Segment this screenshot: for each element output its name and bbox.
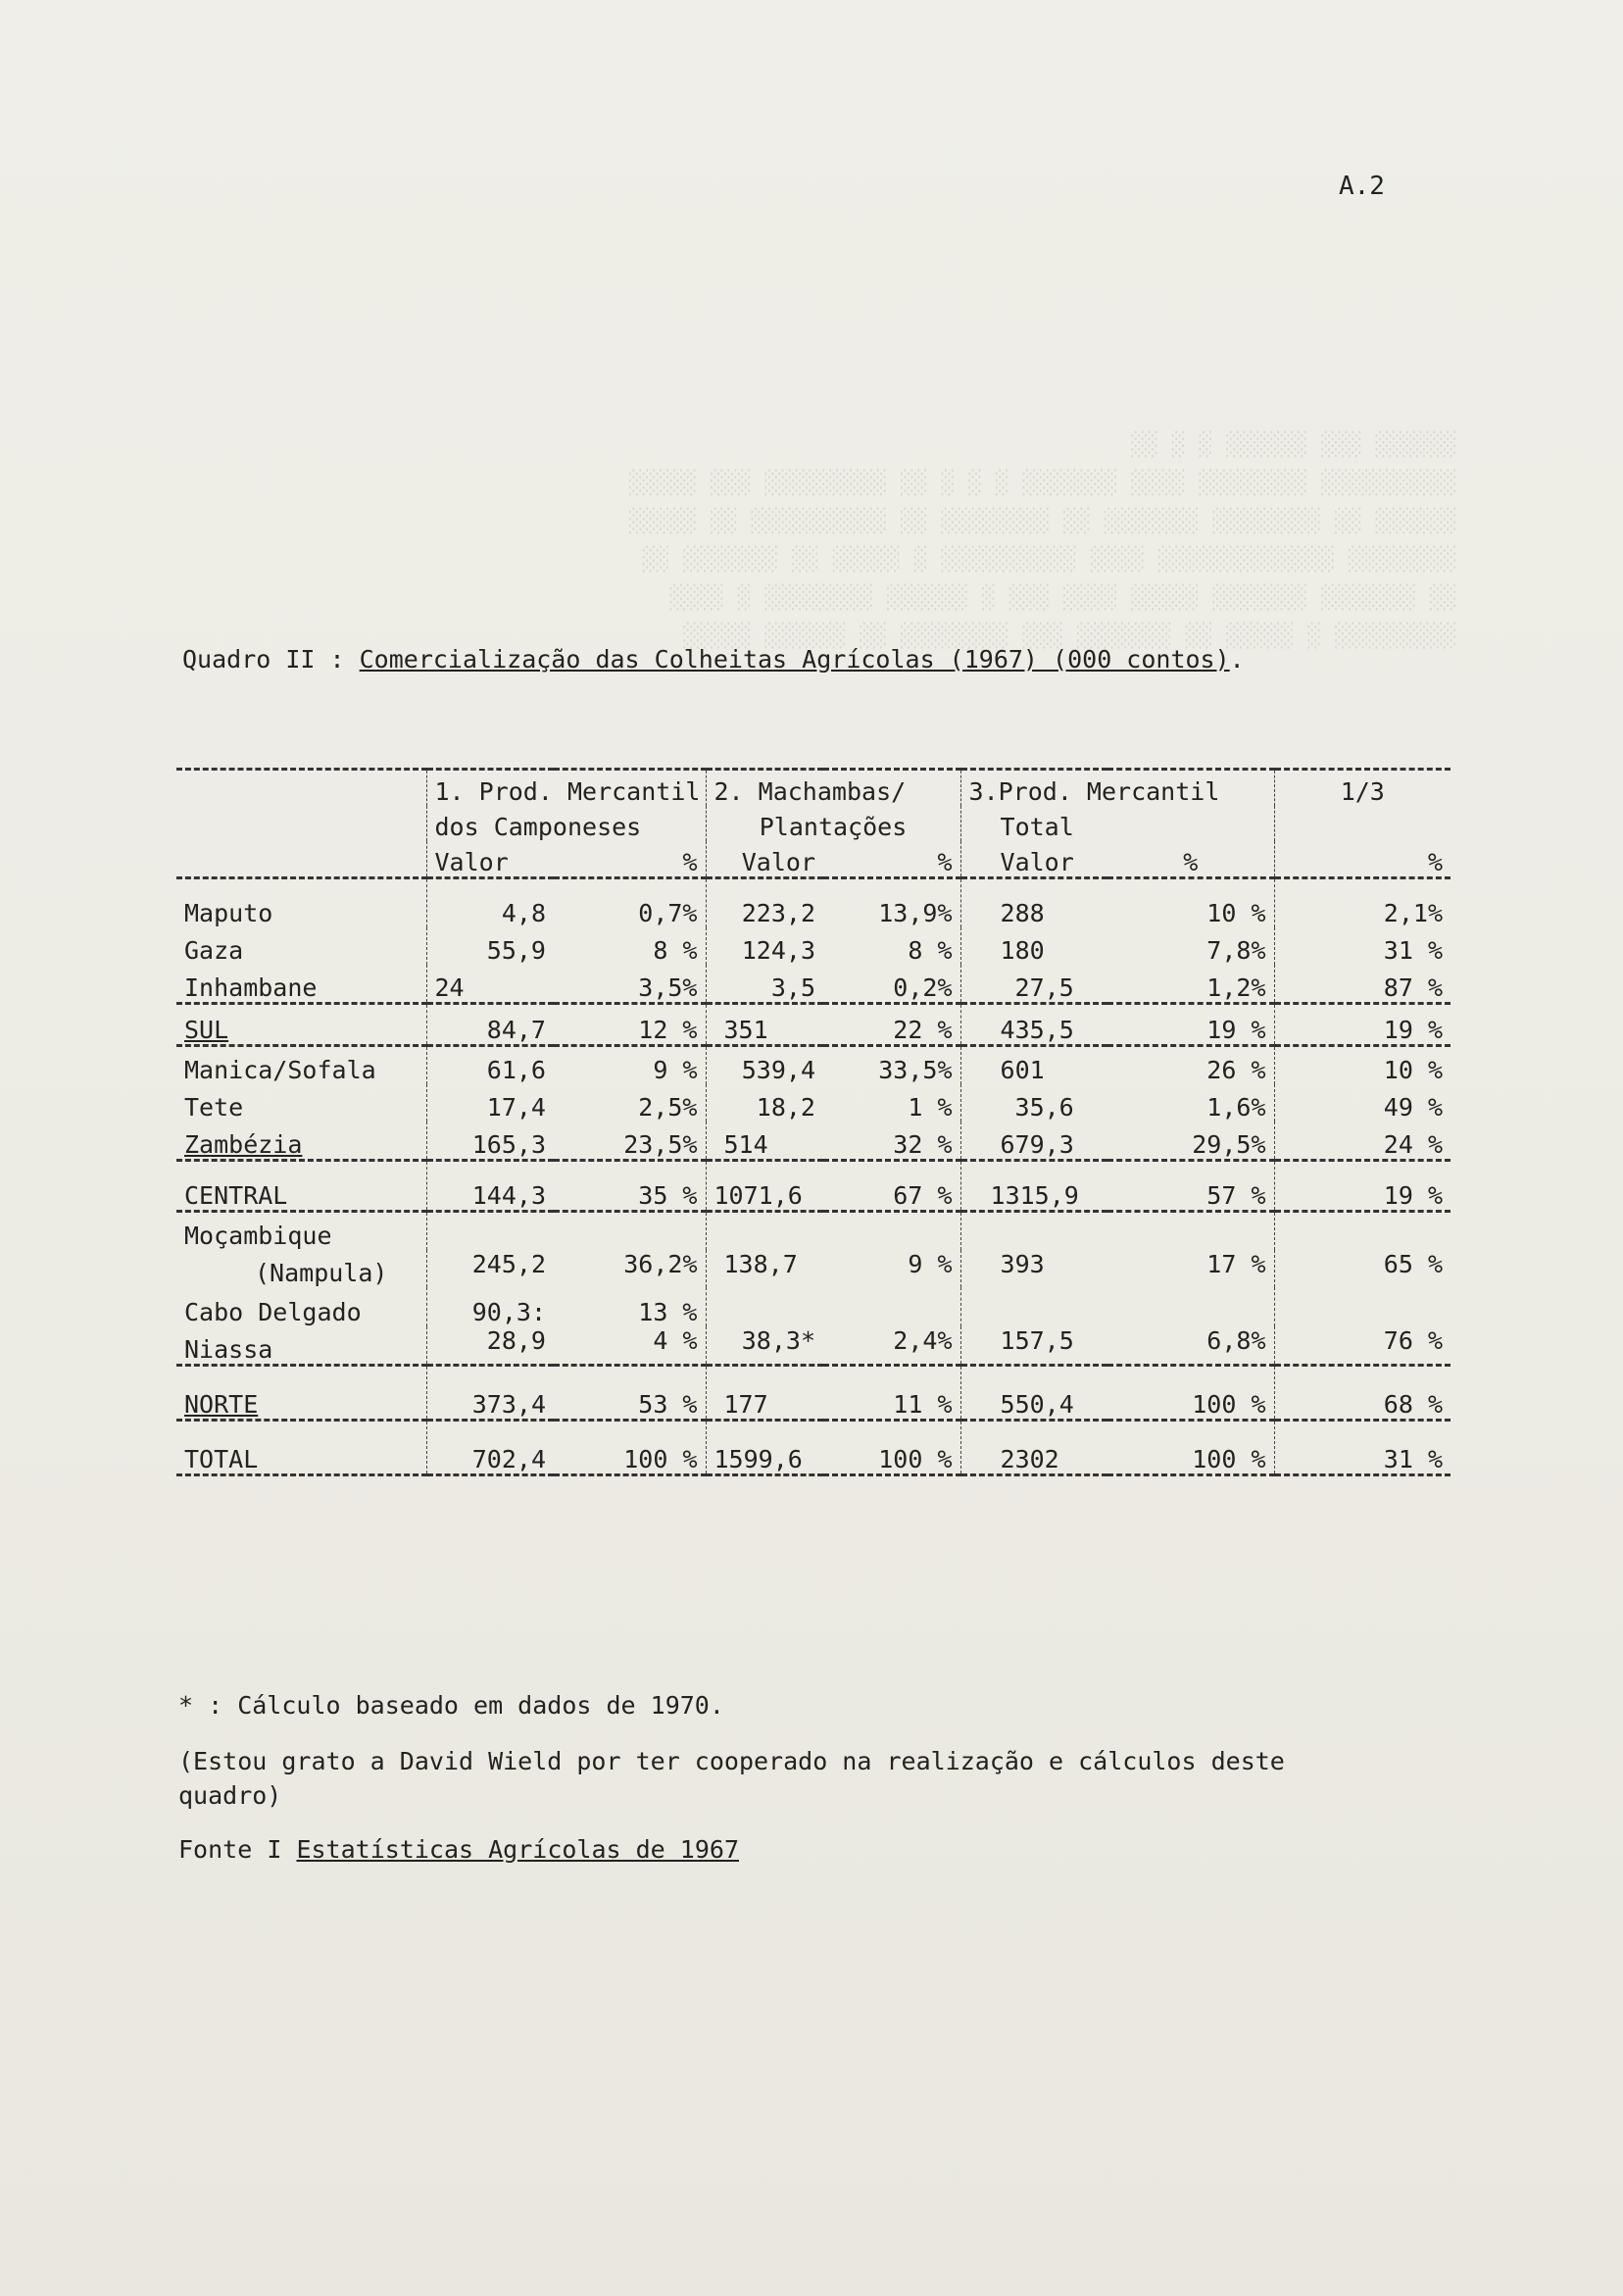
row-name: Niassa bbox=[184, 1335, 273, 1364]
row-value: 18,2 bbox=[706, 1084, 823, 1122]
row-pct: 32 % bbox=[893, 1129, 953, 1159]
region-name: CENTRAL bbox=[176, 1160, 426, 1211]
row-pct: 9 % bbox=[554, 1045, 706, 1084]
row-value: 351 bbox=[706, 1003, 823, 1045]
table-title-prefix: Quadro II : bbox=[182, 645, 360, 674]
table-row bbox=[176, 878, 1451, 927]
row-pct: 1 % bbox=[908, 1092, 953, 1122]
table-row bbox=[176, 1045, 1451, 1084]
footnote: * : Cálculo baseado em dados de 1970. bbox=[178, 1691, 724, 1720]
credit-line-1: (Estou grato a David Wield por ter cooperado na realização e cálculos deste bbox=[178, 1747, 1285, 1775]
table-row bbox=[176, 1122, 1451, 1161]
row-pct: 17 % bbox=[1206, 1250, 1266, 1278]
table-title-text: Comercialização das Colheitas Agrícolas (1967) (000 contos) bbox=[359, 645, 1230, 674]
total-name: TOTAL bbox=[176, 1421, 426, 1475]
table-row-total bbox=[176, 1421, 1451, 1475]
row-pct: 13 % bbox=[638, 1298, 698, 1326]
region-name: SUL bbox=[176, 1003, 426, 1045]
row-value: 177 bbox=[706, 1366, 823, 1421]
row-pct: 22 % bbox=[823, 1003, 960, 1045]
row-pct: 33,5% bbox=[823, 1045, 960, 1084]
table-row bbox=[176, 927, 1451, 965]
row-value: 90,3: bbox=[426, 1287, 554, 1326]
row-value: 84,7 bbox=[426, 1003, 554, 1045]
row-name: Cabo Delgado bbox=[184, 1298, 362, 1326]
table-title bbox=[182, 645, 1245, 674]
row-name: Zambézia bbox=[184, 1129, 303, 1159]
row-pct: 19 % bbox=[1274, 1160, 1451, 1211]
row-value: 702,4 bbox=[426, 1421, 554, 1475]
page-number: A.2 bbox=[1339, 172, 1385, 201]
col1-header-line2: dos Camponeses bbox=[426, 806, 706, 841]
row-value: 38,3* bbox=[706, 1326, 823, 1366]
row-pct: 10 % bbox=[1274, 1045, 1451, 1084]
row-pct: 2,4% bbox=[893, 1326, 953, 1355]
commercialization-table bbox=[176, 768, 1451, 1476]
credit-line-2: quadro) bbox=[178, 1781, 282, 1810]
row-value: 2302 bbox=[960, 1421, 1107, 1475]
row-value: 601 bbox=[960, 1045, 1107, 1084]
row-pct: 2,5% bbox=[638, 1092, 698, 1122]
row-value: 157,5 bbox=[960, 1326, 1107, 1366]
col3-header-line1: 3.Prod. Mercantil bbox=[960, 770, 1274, 807]
source-label: Fonte bbox=[178, 1835, 253, 1864]
row-value: 124,3 bbox=[706, 927, 823, 965]
bleed-through-text: ░░░░░░ ░░░ ░░░░░░ ░ ░ ░░ ░░░░░░░░░░ ░░░░░░░░ ░░░░ ░░░░░░░ ░ ░ ░ ░░ ░░░░░░░░░ ░░░ ░░░░░ ░░░░░░ ░░ ░░░░░░░░ ░░░░░░░ ░░ ░░░░░░░░ ░░ ░░░░░░░░░░ ░░ ░░░░░ ░░░░░░░░ ░░░░░░░░░░░░░ ░░░░ ░░░░░░░░░░ ░ ░░░░░ ░░ ░░░░░░░ ░░ ░░ ░░░░░░░ ░░░░░░░ ░░░░░ ░░░░ ░░░ ░ ░░░░░░ ░░░░░░░░ ░ ░░░░ ░░░░░░░░░ ░ ░░░░░ ░░ ░░░░░░░ ░░░ ░░░░░░░░ ░░ ░░░░░░ ░░░░░ bbox=[627, 432, 1455, 649]
row-value: 3,5 bbox=[706, 965, 823, 1004]
row-pct: 8 % bbox=[908, 935, 953, 965]
row-name-line2: (Nampula) bbox=[255, 1259, 388, 1287]
col2-header-line2: Plantações bbox=[706, 806, 960, 841]
row-pct: 68 % bbox=[1274, 1366, 1451, 1421]
row-name: Maputo bbox=[176, 878, 426, 927]
row-value: 514 bbox=[706, 1122, 823, 1161]
row-value: 393 bbox=[960, 1250, 1107, 1287]
col2-valor-header: Valor bbox=[706, 841, 823, 878]
col2-pct-header: % bbox=[937, 848, 953, 876]
row-pct: 1,6% bbox=[1206, 1092, 1266, 1122]
row-pct: 57 % bbox=[1107, 1160, 1274, 1211]
col3-pct-header: % bbox=[1183, 848, 1199, 876]
row-pct: 24 % bbox=[1274, 1122, 1451, 1161]
table-row bbox=[176, 1084, 1451, 1122]
row-pct: 13,9% bbox=[823, 878, 960, 927]
row-pct: 23,5% bbox=[623, 1129, 698, 1159]
row-value: 1599,6 bbox=[706, 1421, 823, 1475]
row-pct: 1,2% bbox=[1206, 973, 1266, 1002]
row-value: 4,8 bbox=[426, 878, 554, 927]
row-pct: 100 % bbox=[1107, 1421, 1274, 1475]
row-value: 245,2 bbox=[426, 1250, 554, 1287]
row-name: Moçambique bbox=[176, 1211, 426, 1250]
row-pct: 76 % bbox=[1274, 1326, 1451, 1366]
table-row bbox=[176, 1211, 1451, 1250]
row-name: Tete bbox=[184, 1092, 244, 1122]
row-pct: 100 % bbox=[554, 1421, 706, 1475]
row-value: 550,4 bbox=[960, 1366, 1107, 1421]
row-pct: 9 % bbox=[908, 1250, 953, 1278]
row-pct: 11 % bbox=[823, 1366, 960, 1421]
row-pct: 65 % bbox=[1274, 1250, 1451, 1287]
row-value: 28,9 bbox=[426, 1326, 554, 1366]
row-value: 55,9 bbox=[426, 927, 554, 965]
col4-header-line1: 1/3 bbox=[1274, 770, 1451, 807]
row-value: 165,3 bbox=[426, 1122, 554, 1161]
row-pct: 31 % bbox=[1274, 927, 1451, 965]
row-pct: 49 % bbox=[1274, 1084, 1451, 1122]
row-pct: 100 % bbox=[823, 1421, 960, 1475]
source-line bbox=[178, 1835, 739, 1864]
row-name: Manica/Sofala bbox=[176, 1045, 426, 1084]
row-pct: 53 % bbox=[554, 1366, 706, 1421]
row-pct: 26 % bbox=[1107, 1045, 1274, 1084]
row-value: 144,3 bbox=[426, 1160, 554, 1211]
row-value: 1071,6 bbox=[706, 1160, 823, 1211]
row-value: 539,4 bbox=[706, 1045, 823, 1084]
header-row-1 bbox=[176, 770, 1451, 807]
row-pct: 8 % bbox=[653, 935, 698, 965]
table-row-subtotal bbox=[176, 1003, 1451, 1045]
row-pct: 19 % bbox=[1274, 1003, 1451, 1045]
row-value: 17,4 bbox=[426, 1084, 554, 1122]
row-value: 35,6 bbox=[960, 1084, 1107, 1122]
col4-pct-header: % bbox=[1274, 841, 1451, 878]
col2-header-line1: 2. Machambas/ bbox=[706, 770, 960, 807]
row-value: 138,7 bbox=[706, 1250, 823, 1287]
row-pct: 100 % bbox=[1107, 1366, 1274, 1421]
region-name: NORTE bbox=[176, 1366, 426, 1421]
table-row-subtotal bbox=[176, 1160, 1451, 1211]
col3-valor-header: Valor bbox=[960, 841, 1107, 878]
row-value: 61,6 bbox=[426, 1045, 554, 1084]
table-row bbox=[176, 965, 1451, 1004]
col1-header-line1: 1. Prod. Mercantil bbox=[426, 770, 706, 807]
row-pct: 6,8% bbox=[1206, 1326, 1266, 1355]
row-pct: 35 % bbox=[554, 1160, 706, 1211]
row-pct: 29,5% bbox=[1192, 1129, 1266, 1159]
row-pct: 12 % bbox=[554, 1003, 706, 1045]
col3-header-line2: Total bbox=[960, 806, 1274, 841]
table-title-suffix: . bbox=[1229, 645, 1245, 674]
table-row bbox=[176, 1250, 1451, 1287]
row-value: 24 bbox=[426, 965, 554, 1004]
col1-pct-header: % bbox=[682, 848, 698, 876]
table-row bbox=[176, 1326, 1451, 1366]
source-text: Estatísticas Agrícolas de 1967 bbox=[296, 1835, 739, 1864]
row-pct: 36,2% bbox=[623, 1250, 698, 1278]
header-row-2 bbox=[176, 806, 1451, 841]
source-separator: I bbox=[267, 1835, 282, 1864]
row-pct: 31 % bbox=[1274, 1421, 1451, 1475]
row-pct: 0,7% bbox=[554, 878, 706, 927]
row-name: Inhambane bbox=[184, 973, 318, 1002]
col1-valor-header: Valor bbox=[426, 841, 554, 878]
row-pct: 19 % bbox=[1107, 1003, 1274, 1045]
row-value: 679,3 bbox=[960, 1122, 1107, 1161]
row-pct: 2,1% bbox=[1274, 878, 1451, 927]
row-pct: 87 % bbox=[1274, 965, 1451, 1004]
row-value: 27,5 bbox=[960, 965, 1107, 1004]
table-row-subtotal bbox=[176, 1366, 1451, 1421]
row-value: 288 bbox=[960, 878, 1107, 927]
row-name: Gaza bbox=[184, 935, 244, 965]
row-value: 373,4 bbox=[426, 1366, 554, 1421]
row-pct: 3,5% bbox=[638, 973, 698, 1002]
table-row bbox=[176, 1287, 1451, 1326]
row-pct: 4 % bbox=[653, 1326, 698, 1355]
row-value: 435,5 bbox=[960, 1003, 1107, 1045]
row-value: 223,2 bbox=[706, 878, 823, 927]
row-pct: 67 % bbox=[823, 1160, 960, 1211]
row-value: 180 bbox=[960, 927, 1107, 965]
row-pct: 10 % bbox=[1107, 878, 1274, 927]
row-pct: 0,2% bbox=[893, 973, 953, 1002]
header-row-3 bbox=[176, 841, 1451, 878]
row-value: 1315,9 bbox=[960, 1160, 1107, 1211]
row-pct: 7,8% bbox=[1206, 935, 1266, 965]
